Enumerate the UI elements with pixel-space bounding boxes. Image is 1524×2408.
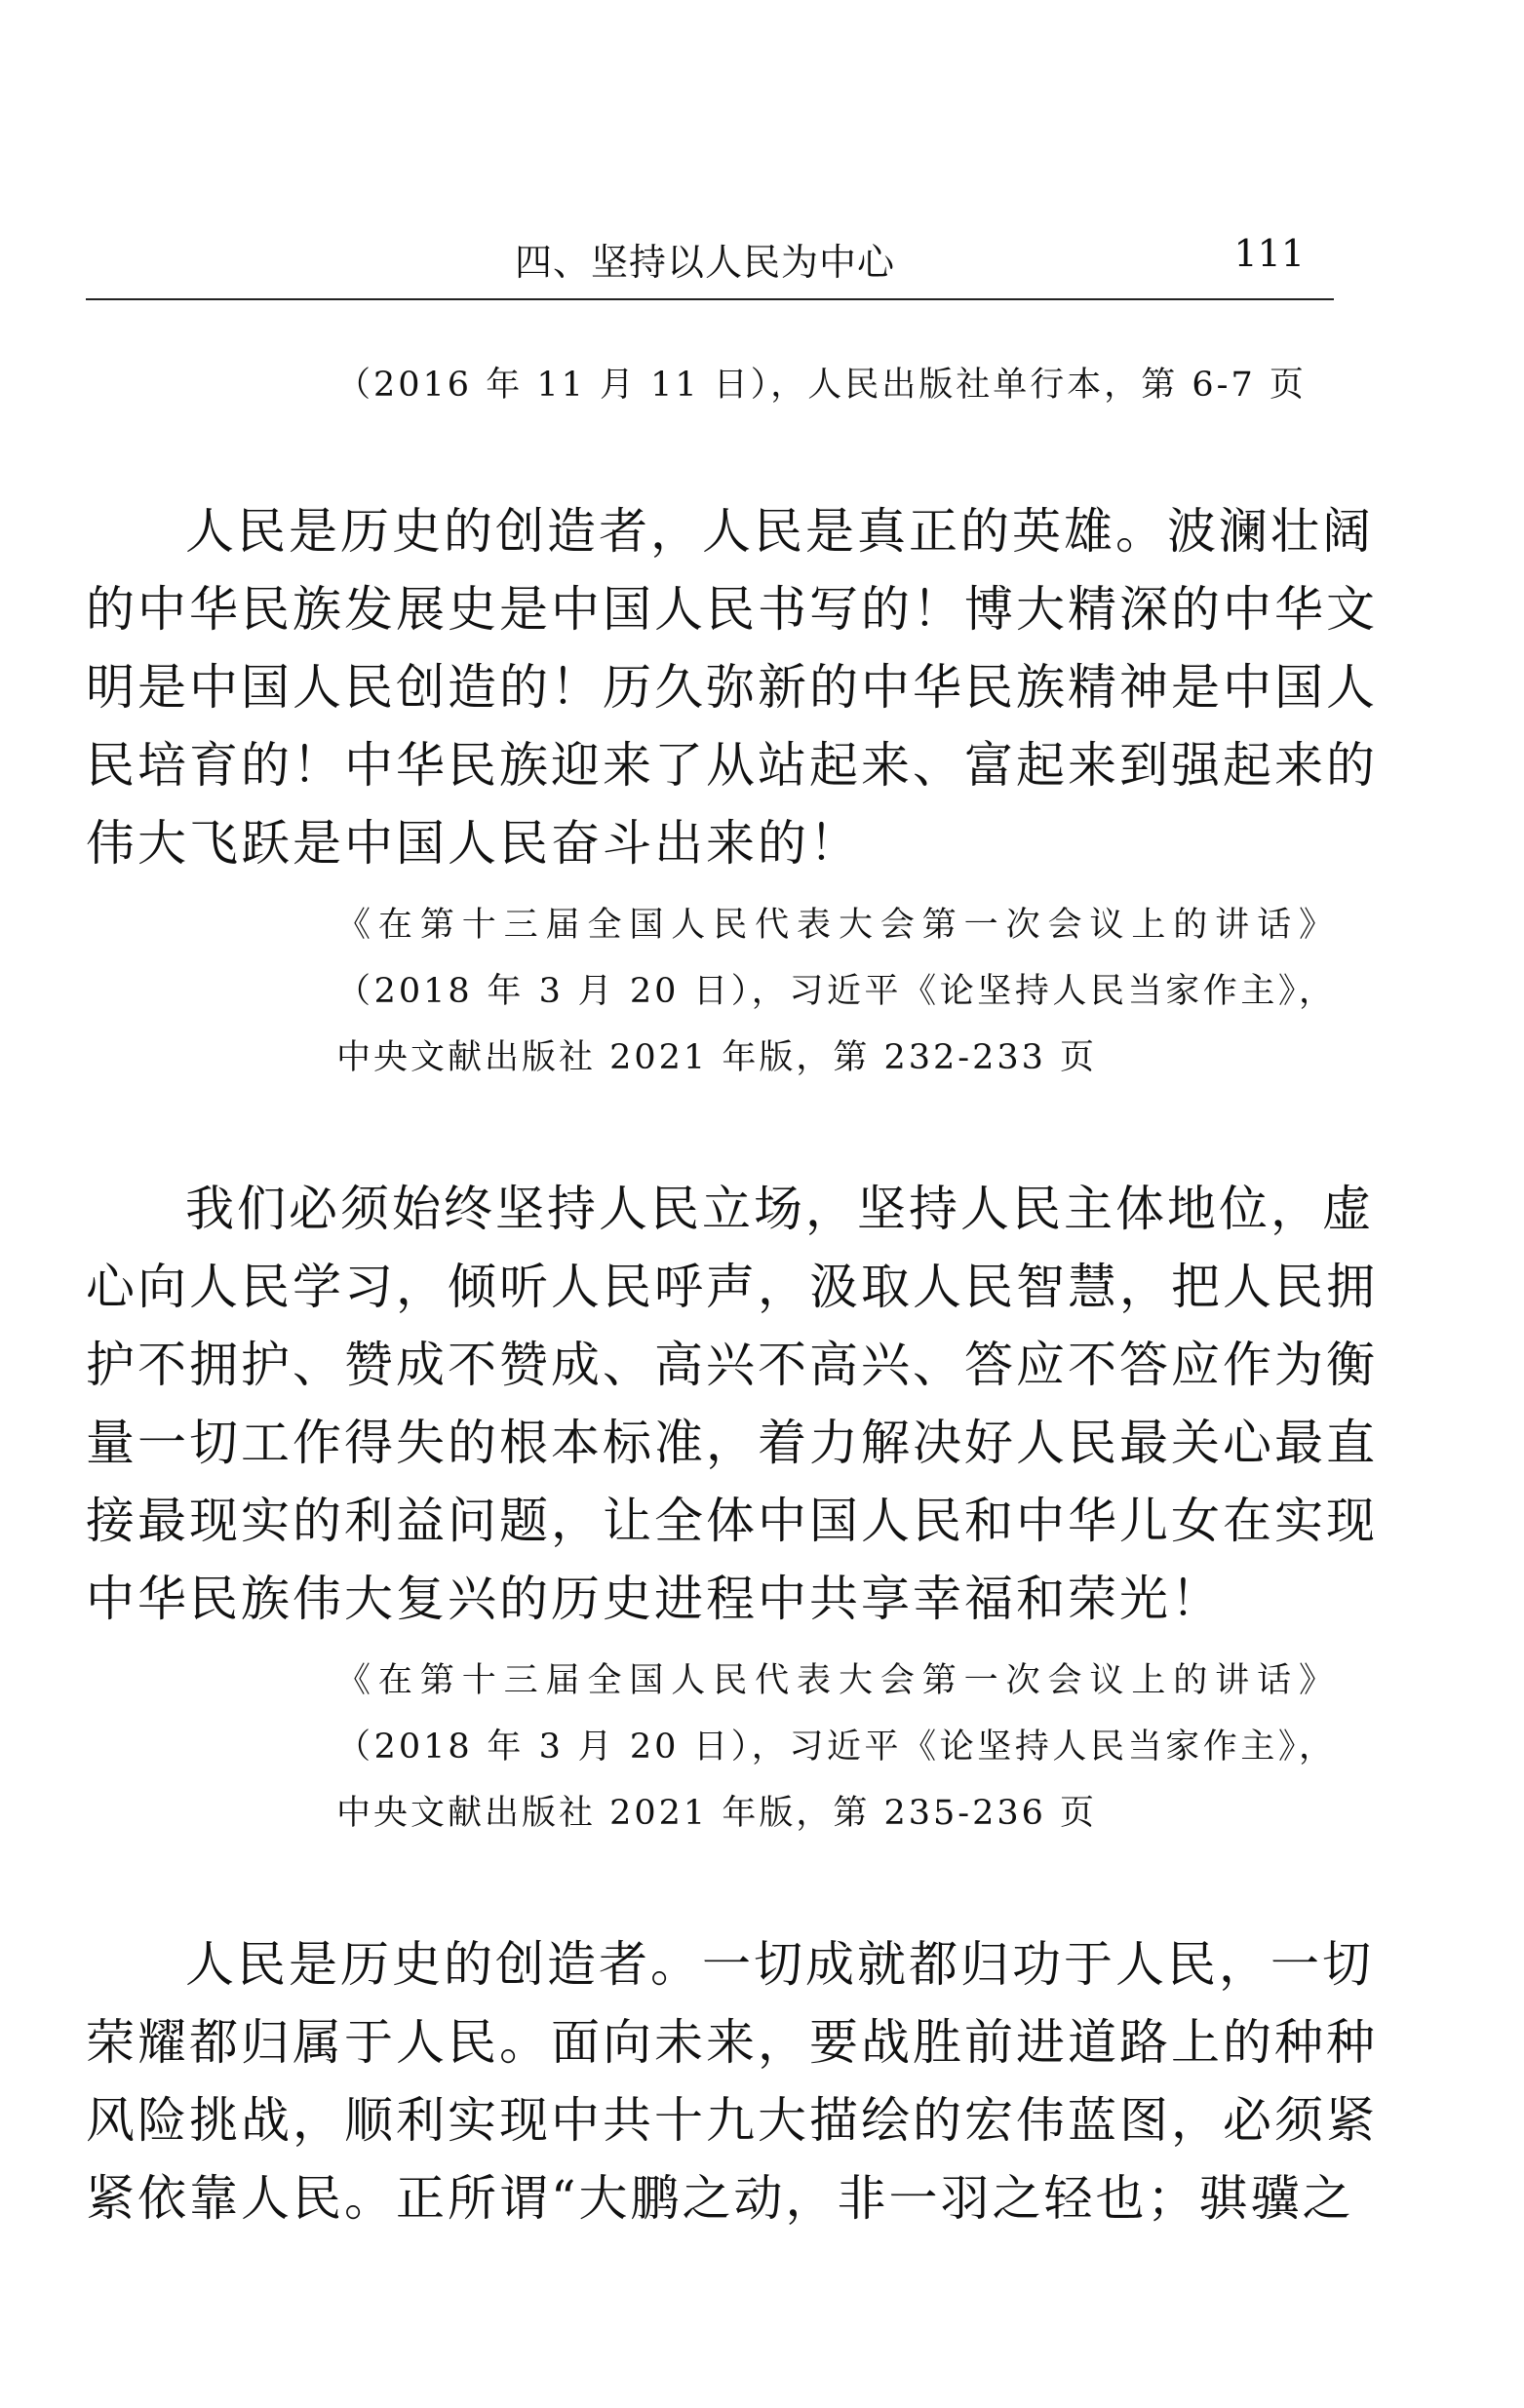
paragraph-2: [86, 1170, 1378, 1638]
paragraph-line: 量一切工作得失的根本标准，着力解决好人民最关心最直: [86, 1415, 1378, 1471]
paragraph-line: 接最现实的利益问题，让全体中国人民和中华儿女在实现: [86, 1493, 1378, 1549]
citation-2: [336, 1648, 1336, 1846]
citation-line: 中央文献出版社 2021 年版，第 235-236 页: [336, 1794, 1098, 1833]
chapter-title: 四、坚持以人民为中心: [515, 241, 896, 284]
citation-line: （2018 年 3 月 20 日），习近平《论坚持人民当家作主》，: [336, 1728, 1336, 1767]
paragraph-3: [86, 1925, 1378, 2237]
paragraph-line: 伟大飞跃是中国人民奋斗出来的！: [86, 815, 861, 872]
citation-line: （2018 年 3 月 20 日），习近平《论坚持人民当家作主》，: [336, 972, 1336, 1011]
paragraph-line: 我们必须始终坚持人民立场，坚持人民主体地位，虚: [185, 1181, 1374, 1237]
paragraph-line: 护不拥护、赞成不赞成、高兴不高兴、答应不答应作为衡: [86, 1337, 1378, 1393]
paragraph-line: 紧依靠人民。正所谓“大鹏之动，非一羽之轻也；骐骥之: [86, 2170, 1354, 2227]
paragraph-line: 明是中国人民创造的！历久弥新的中华民族精神是中国人: [86, 659, 1378, 716]
citation-line: 中央文献出版社 2021 年版，第 232-233 页: [336, 1038, 1098, 1077]
top-citation: （2016 年 11 月 11 日），人民出版社单行本，第 6-7 页: [336, 366, 1307, 405]
citation-line: 《在第十三届全国人民代表大会第一次会议上的讲话》: [336, 1661, 1336, 1700]
paragraph-line: 中华民族伟大复兴的历史进程中共享幸福和荣光！: [86, 1571, 1223, 1627]
paragraph-line: 人民是历史的创造者。一切成就都归功于人民，一切: [185, 1936, 1374, 1993]
paragraph-line: 的中华民族发展史是中国人民书写的！博大精深的中华文: [86, 581, 1378, 638]
citation-line: 《在第十三届全国人民代表大会第一次会议上的讲话》: [336, 906, 1336, 945]
header-divider: [86, 298, 1334, 300]
paragraph-line: 人民是历史的创造者，人民是真正的英雄。波澜壮阔: [185, 503, 1374, 560]
paragraph-line: 风险挑战，顺利实现中共十九大描绘的宏伟蓝图，必须紧: [86, 2092, 1378, 2149]
running-header: [86, 232, 1334, 298]
paragraph-line: 民培育的！中华民族迎来了从站起来、富起来到强起来的: [86, 737, 1378, 794]
paragraph-1: [86, 492, 1378, 882]
paragraph-line: 荣耀都归属于人民。面向未来，要战胜前进道路上的种种: [86, 2014, 1378, 2071]
paragraph-line: 心向人民学习，倾听人民呼声，汲取人民智慧，把人民拥: [86, 1259, 1378, 1315]
citation-1: [336, 892, 1336, 1091]
page-number: 111: [1233, 232, 1305, 275]
